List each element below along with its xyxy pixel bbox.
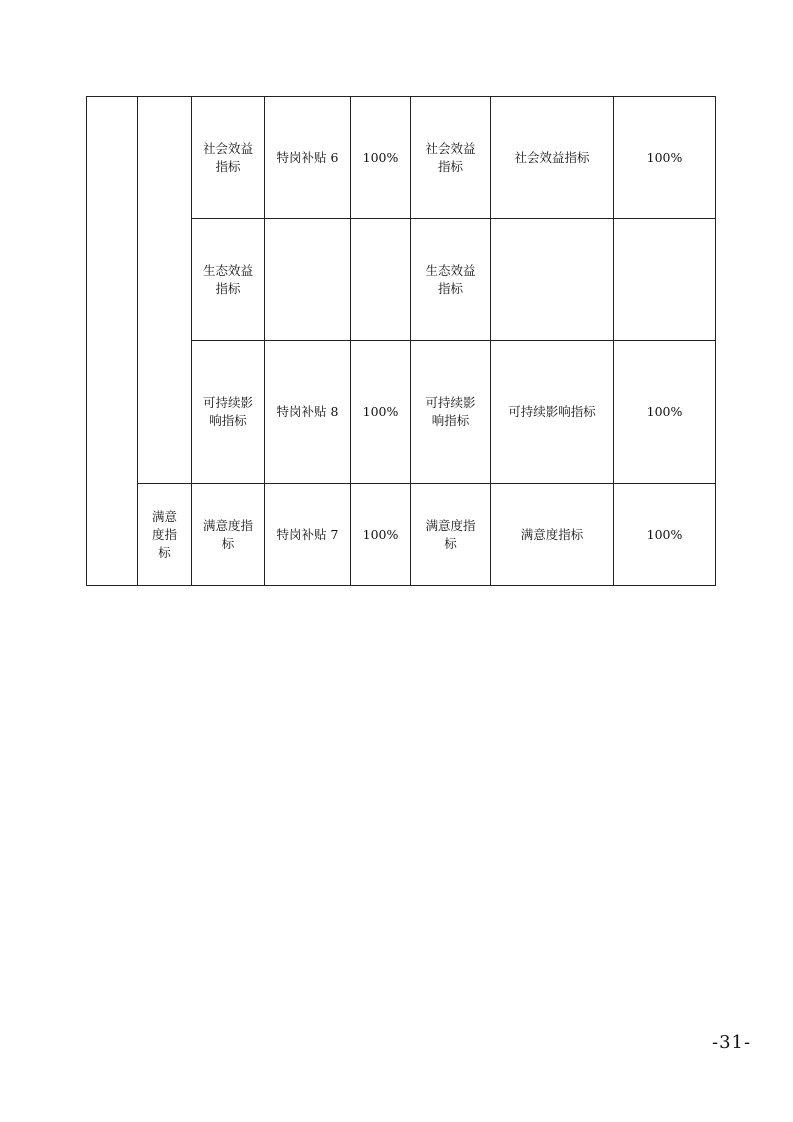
tier2-cell-empty: [138, 97, 192, 484]
target-cell: [351, 219, 411, 341]
eval-category-cell: [411, 219, 491, 341]
eval-value-cell: [614, 219, 716, 341]
eval-line1: 生态效益: [425, 262, 476, 278]
tier3-line2: 指标: [215, 158, 241, 174]
content-cell: 特岗补贴 6: [265, 97, 351, 219]
eval-line2: 标: [444, 535, 457, 551]
table-row: [87, 97, 716, 219]
eval-category-cell: [411, 341, 491, 484]
tier2-line1: 满意: [151, 508, 177, 524]
target-cell: 100%: [351, 484, 411, 586]
content-cell: 特岗补贴 8: [265, 341, 351, 484]
tier3-line1: 可持续影: [202, 395, 253, 410]
eval-desc-cell: [491, 219, 614, 341]
eval-value-cell: 100%: [614, 97, 716, 219]
eval-line1: 社会效益: [425, 140, 476, 156]
tier3-cell: [192, 341, 265, 484]
target-cell: 100%: [351, 341, 411, 484]
eval-line2: 指标: [437, 158, 463, 174]
tier2-line2: 度指: [151, 526, 177, 542]
table-row: [87, 484, 716, 586]
tier2-line3: 标: [158, 544, 171, 560]
eval-line2: 响指标: [431, 413, 470, 428]
eval-desc-cell: 社会效益指标: [491, 97, 614, 219]
eval-desc-cell: 可持续影响指标: [491, 341, 614, 484]
tier3-line1: 满意度指: [202, 517, 253, 533]
indicator-table: [86, 96, 716, 586]
content-cell: [265, 219, 351, 341]
eval-value-cell: 100%: [614, 341, 716, 484]
tier3-line2: 响指标: [209, 413, 247, 428]
eval-category-cell: [411, 97, 491, 219]
tier3-line1: 社会效益: [202, 140, 253, 156]
content-cell: 特岗补贴 7: [265, 484, 351, 586]
tier3-cell: [192, 219, 265, 341]
page-number: -31-: [712, 1032, 752, 1053]
eval-desc-cell: 满意度指标: [491, 484, 614, 586]
tier3-line1: 生态效益: [202, 262, 253, 278]
eval-value-cell: 100%: [614, 484, 716, 586]
tier3-line2: 标: [221, 535, 235, 551]
tier1-cell-empty: [87, 97, 138, 586]
tier3-cell: [192, 484, 265, 586]
tier3-cell: [192, 97, 265, 219]
eval-category-cell: [411, 484, 491, 586]
eval-line1: 可持续影: [425, 395, 476, 410]
eval-line1: 满意度指: [425, 517, 476, 533]
target-cell: 100%: [351, 97, 411, 219]
tier3-line2: 指标: [215, 280, 241, 296]
tier2-cell: [138, 484, 192, 586]
eval-line2: 指标: [437, 280, 463, 296]
